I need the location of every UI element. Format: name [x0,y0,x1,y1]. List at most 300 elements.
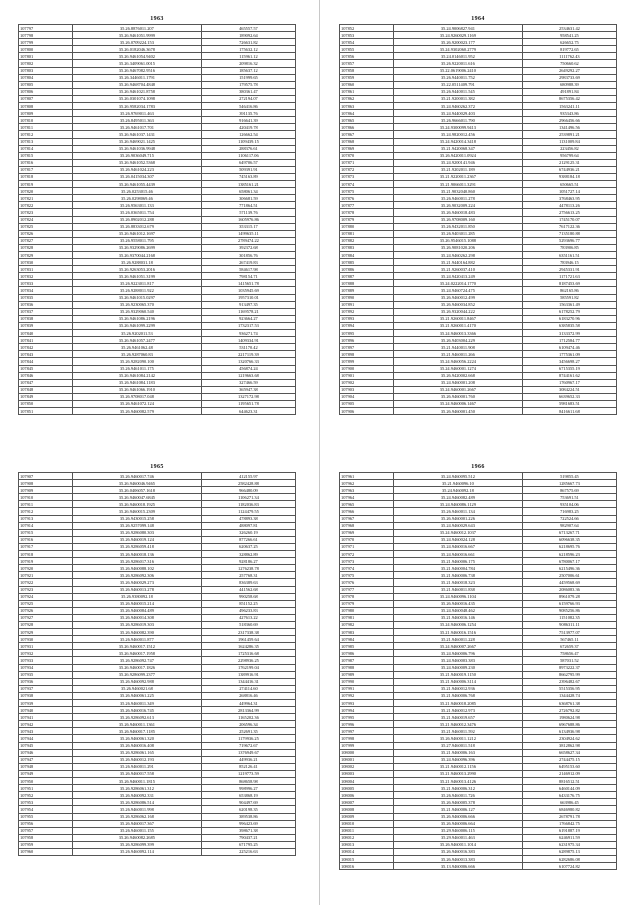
reference-code-cell: 35.26.9432011.850 [393,223,522,230]
table-row [19,756,296,763]
amount-cell: 380361.47 [201,88,295,95]
reference-code-cell: 35.26.9460011.291 [72,763,201,770]
record-id-cell: 107906 [340,408,394,415]
table-row [19,386,296,393]
amount-cell: 209816.32 [201,60,295,67]
table-row [340,159,617,166]
reference-code-cell: 35.21.9460011.838 [393,586,522,593]
reference-code-cell: 35.21.9460012.3476 [393,721,522,728]
reference-code-cell: 35.29.9460006.115 [393,827,522,834]
amount-cell: 6713267.71 [522,529,616,536]
record-id-cell: 107864 [340,110,394,117]
table-row [19,834,296,841]
reference-code-cell: 35.26.9420011.0924 [393,152,522,159]
table-row [340,643,617,650]
table-row [340,480,617,487]
record-id-cell: 107957 [19,827,73,834]
amount-cell: 620198.35 [201,806,295,813]
table-row [19,692,296,699]
reference-code-cell: 35.26.0709224.153 [72,39,201,46]
reference-code-cell: 35.26.9329060.540 [72,308,201,315]
table-row [340,280,617,287]
record-id-cell: 108000 [340,749,394,756]
reference-code-cell: 35.26.9460017.1185 [72,728,201,735]
record-id-cell: 107971 [340,543,394,550]
table-row [340,259,617,266]
amount-cell: 2756613.25 [522,209,616,216]
reference-code-cell: 35.26.9460017.1512 [72,643,201,650]
amount-cell: 6433176.75 [522,792,616,799]
table-row [340,792,617,799]
amount-cell: 1605976.86 [201,216,295,223]
record-id-cell: 107808 [19,103,73,110]
reference-code-cell: 35.26.9286017.316 [72,558,201,565]
amount-cell: 449936.21 [201,756,295,763]
record-id-cell: 107987 [340,657,394,664]
record-id-cell: 107888 [340,280,394,287]
reference-code-cell: 35.26.9257099.148 [72,522,201,529]
table-row [340,330,617,337]
record-id-cell: 107835 [19,294,73,301]
amount-cell: 398671.38 [201,827,295,834]
amount-cell: 365947.38 [201,386,295,393]
reference-code-cell: 35.26.9440011.752 [393,74,522,81]
table-row [340,372,617,379]
amount-cell: 644623.31 [201,408,295,415]
amount-cell: 6218695.76 [522,543,616,550]
record-id-cell: 107807 [19,95,73,102]
record-id-cell: 107922 [19,579,73,586]
reference-code-cell: 35.26.9460016.435 [393,600,522,607]
amount-cell: 1285667.73 [522,480,616,487]
amount-cell: 1389916.91 [201,671,295,678]
amount-cell: 1341496.56 [522,124,616,131]
record-id-cell: 107995 [340,714,394,721]
record-id-cell: 107882 [340,237,394,244]
reference-code-cell: 35.26.9460017.367 [72,820,201,827]
record-id-cell: 107919 [19,558,73,565]
amount-cell: 2744475.15 [522,756,616,763]
amount-cell: 6178252.79 [522,308,616,315]
record-id-cell: 107951 [19,785,73,792]
reference-code-cell: 35.26.9286092.306 [72,572,201,579]
amount-cell: 722524.66 [522,515,616,522]
amount-cell: 2534631.42 [522,25,616,32]
record-id-cell: 107991 [340,685,394,692]
record-id-cell: 107858 [340,67,394,74]
record-id-cell: 107798 [19,32,73,39]
record-id-cell: 107867 [340,131,394,138]
table-row [340,365,617,372]
table-row [340,558,617,565]
reference-code-cell: 35.26.9460047.6845 [72,494,201,501]
amount-cell: 456874.24 [201,365,295,372]
reference-code-cell: 35.22.0619006.2410 [393,67,522,74]
record-id-cell: 107873 [340,173,394,180]
reference-code-cell: 35.21.9460016.146 [393,614,522,621]
record-id-cell: 107879 [340,216,394,223]
amount-cell: 998996.27 [201,785,295,792]
table-row [19,749,296,756]
record-id-cell: 107875 [340,188,394,195]
amount-cell: 904497.69 [201,799,295,806]
reference-code-cell: 35.26.9467082.9516 [72,67,201,74]
table-row [340,32,617,39]
reference-code-cell: 35.26.9286019.303 [72,621,201,628]
reference-code-cell: 35.21.9200011.382 [393,95,522,102]
record-id-cell: 107852 [340,25,394,32]
record-id-cell: 107872 [340,166,394,173]
amount-cell: 1563361.49 [522,301,616,308]
amount-cell: 916641.39 [201,117,295,124]
table-row [19,700,296,707]
reference-code-cell: 35.24.9460003.383 [393,657,522,664]
record-id-cell: 108005 [340,785,394,792]
record-id-cell: 107980 [340,607,394,614]
record-id-cell: 107988 [340,664,394,671]
amount-cell: 658061.34 [201,188,295,195]
record-id-cell: 107839 [19,322,73,329]
amount-cell: 326260.19 [201,529,295,536]
record-id-cell: 107989 [340,671,394,678]
record-id-cell: 107900 [340,365,394,372]
record-id-cell: 107960 [19,848,73,855]
table-row [19,138,296,145]
table-row [340,501,617,508]
reference-code-cell: 35.21.9460011.266 [393,351,522,358]
table-row [340,707,617,714]
table-row [19,259,296,266]
table-row [19,60,296,67]
reference-code-cell: 35.26.9461011.175 [72,365,201,372]
reference-code-cell: 35.26.9460012.193 [72,756,201,763]
amount-cell: 6495153.60 [522,763,616,770]
reference-code-cell: 35.26.9460029.273 [72,579,201,586]
reference-code-cell: 35.24.9460012.1037 [393,529,522,536]
table-row [340,522,617,529]
record-id-cell: 108015 [340,856,394,863]
table-row [340,230,617,237]
record-id-cell: 107966 [340,508,394,515]
table-row [340,351,617,358]
reference-code-cell: 35.26.9460013.278 [72,586,201,593]
record-id-cell: 107890 [340,294,394,301]
record-id-cell: 107994 [340,707,394,714]
table-row [340,117,617,124]
amount-cell: 6846980.82 [522,806,616,813]
reference-code-cell: 35.26.9403011.285 [393,230,522,237]
reference-code-cell: 35.21.9440164.882 [393,259,522,266]
record-id-cell: 107952 [19,792,73,799]
table-row [19,551,296,558]
record-id-cell: 107862 [340,95,394,102]
reference-code-cell: 35.26.9220011.616 [393,60,522,67]
reference-code-cell: 35.21.9460013.4126 [393,778,522,785]
record-id-cell: 107803 [19,67,73,74]
record-id-cell: 107893 [340,315,394,322]
reference-code-cell: 35.24.9460016.667 [393,543,522,550]
table-row [340,629,617,636]
table-row [340,386,617,393]
amount-cell: 1106117.06 [201,152,295,159]
amount-cell: 151999.65 [201,74,295,81]
record-id-cell: 107871 [340,159,394,166]
amount-cell: 923664.27 [201,315,295,322]
reference-code-cell: 35.24.9460001.208 [393,379,522,386]
table-row [340,53,617,60]
record-id-cell: 108013 [340,841,394,848]
amount-cell: 1320766.33 [201,358,295,365]
record-id-cell: 107859 [340,74,394,81]
record-id-cell: 107930 [19,636,73,643]
reference-code-cell: 35.26.9460082.2685 [72,834,201,841]
table-row [19,110,296,117]
amount-cell: 2726792.82 [522,707,616,714]
table-row [19,487,296,494]
reference-code-cell: 35.26.9460015.2309 [72,508,201,515]
amount-cell: 179575.78 [201,81,295,88]
reference-code-cell: 35.26.9380092.18 [72,593,201,600]
record-id-cell: 107876 [340,195,394,202]
reference-code-cell: 35.24.9440029.403 [393,110,522,117]
amount-cell: 8416611.68 [522,408,616,415]
record-id-cell: 107913 [19,515,73,522]
reference-code-cell: 35.24.9460006.1254 [393,621,522,628]
amount-cell: 966480.09 [201,487,295,494]
amount-cell: 306681.59 [201,195,295,202]
record-id-cell: 108010 [340,820,394,827]
record-id-cell: 107848 [19,386,73,393]
amount-cell: 650665.51 [522,181,616,188]
record-id-cell: 107931 [19,643,73,650]
record-id-cell: 107935 [19,671,73,678]
reference-code-cell: 35.24.9302060.2779 [393,46,522,53]
table-row [340,266,617,273]
record-id-cell: 107965 [340,501,394,508]
reference-code-cell: 35.24.9460013.3366 [393,330,522,337]
table-row [340,785,617,792]
record-id-cell: 107982 [340,621,394,628]
reference-code-cell: 35.26.9469021.1425 [72,138,201,145]
table-row [19,522,296,529]
reference-code-cell: 35.26.9420002.668 [393,372,522,379]
amount-cell: 2789474.22 [201,237,295,244]
record-id-cell: 107884 [340,252,394,259]
reference-code-cell: 35.26.9329086.2699 [72,244,201,251]
table-row [19,344,296,351]
reference-code-cell: 35.26.9582034.1783 [72,103,201,110]
record-id-cell: 107973 [340,558,394,565]
reference-code-cell: 35.26.9460011.1815 [72,778,201,785]
record-id-cell: 107870 [340,152,394,159]
amount-cell: 6744936.21 [522,166,616,173]
reference-code-cell: 35.26.9286092.613 [72,714,201,721]
reference-code-cell: 35.26.9460013.383 [393,856,522,863]
record-id-cell: 107883 [340,244,394,251]
reference-code-cell: 35.26.9460001.760 [393,393,522,400]
record-id-cell: 107927 [19,614,73,621]
reference-code-cell: 35.21.9460006.738 [393,572,522,579]
amount-cell: 2298936.25 [201,657,295,664]
amount-cell: 996423.69 [201,820,295,827]
amount-cell: 391135.76 [201,110,295,117]
amount-cell: 8662795.99 [522,671,616,678]
amount-cell: 1725316.68 [201,650,295,657]
record-id-cell: 107878 [340,209,394,216]
amount-cell: 653868.19 [201,792,295,799]
table-row [340,735,617,742]
amount-cell: 663986.45 [522,799,616,806]
reference-code-cell: 35.24.9460096.396 [393,756,522,763]
table-row [340,337,617,344]
record-id-cell: 107978 [340,593,394,600]
amount-cell: 6134936.98 [522,728,616,735]
amount-cell: 1499635.11 [201,230,295,237]
record-id-cell: 107902 [340,379,394,386]
reference-code-cell: 35.26.9286099.399 [72,841,201,848]
table-row [19,95,296,102]
reference-code-cell: 35.26.9460092.331 [72,792,201,799]
reference-code-cell: 35.26.9666011.790 [393,117,522,124]
panel-title: 1964 [471,16,485,22]
reference-code-cell: 35.26.9200023.177 [393,39,522,46]
table-row [19,827,296,834]
amount-cell: 7513977.07 [522,629,616,636]
reference-code-cell: 35.26.9287060.83 [72,351,201,358]
record-id-cell: 107909 [19,487,73,494]
reference-code-cell: 35.26.9461024.223 [72,166,201,173]
table-row [19,671,296,678]
record-id-cell: 107885 [340,259,394,266]
reference-code-cell: 35.21.9460019.657 [393,714,522,721]
reference-code-cell: 35.26.8876011.207 [72,25,201,32]
reference-code-cell: 35.26.0365011.754 [72,209,201,216]
reference-code-cell: 35.24.9460024.128 [393,536,522,543]
record-id-cell: 107889 [340,287,394,294]
reference-code-cell: 35.21.9032040.860 [393,188,522,195]
record-id-cell: 107962 [340,480,394,487]
amount-cell: 1151082.35 [522,614,616,621]
amount-cell: 1051727.14 [522,188,616,195]
record-id-cell: 107840 [19,330,73,337]
reference-code-cell: 35.26.9460061.320 [72,735,201,742]
amount-cell: 8675356.42 [522,95,616,102]
table-row [340,95,617,102]
table-row [340,393,617,400]
table-row [340,181,617,188]
record-id-cell: 107967 [340,515,394,522]
table-row [19,664,296,671]
reference-code-cell: 35.21.9460006.768 [393,692,522,699]
table-row [19,785,296,792]
table-row [340,529,617,536]
reference-code-cell: 35.26.0182046.3678 [72,46,201,53]
table-row [19,273,296,280]
reference-code-cell: 35.26.9460018.483 [393,209,522,216]
reference-code-cell: 35.27.9460011.518 [393,742,522,749]
table-row [19,322,296,329]
amount-cell: 868658.98 [201,778,295,785]
amount-cell: 441562.68 [201,586,295,593]
reference-code-cell: 35.21.9220011.2367 [393,173,522,180]
amount-cell: 1624286.35 [201,643,295,650]
amount-cell: 726631.82 [201,39,295,46]
table-row [19,365,296,372]
record-id-cell: 107844 [19,358,73,365]
table-row [19,337,296,344]
table-row [340,315,617,322]
amount-cell: 1035945.69 [201,287,295,294]
table-row [19,600,296,607]
record-id-cell: 107834 [19,287,73,294]
reference-code-cell: 35.26.9461086.2196 [72,315,201,322]
record-id-cell: 107948 [19,763,73,770]
table-row [19,707,296,714]
record-id-cell: 107804 [19,74,73,81]
amount-cell: 990258.68 [201,593,295,600]
amount-cell: 1344416.31 [201,678,295,685]
table-row [19,301,296,308]
amount-cell: 1376949.67 [201,749,295,756]
table-row [19,25,296,32]
record-id-cell: 107969 [340,529,394,536]
amount-cell: 1111762.43 [522,53,616,60]
record-id-cell: 108007 [340,799,394,806]
record-id-cell: 107825 [19,223,73,230]
amount-cell: 392372.68 [201,244,295,251]
table-row [19,280,296,287]
reference-code-cell: 35.26.9461072.124 [72,400,201,407]
record-id-cell: 107976 [340,579,394,586]
reference-code-cell: 35.26.9563011.133 [72,202,201,209]
amount-cell: 6780067.17 [522,558,616,565]
table-row [19,159,296,166]
record-id-cell: 107865 [340,117,394,124]
reference-code-cell: 35.26.9286080.303 [72,529,201,536]
reference-code-cell: 35.26.9286086.514 [72,799,201,806]
amount-cell: 3133372.99 [522,330,616,337]
table-row [19,501,296,508]
record-id-cell: 107996 [340,721,394,728]
amount-cell: 9086311.11 [522,621,616,628]
amount-cell: 491891.84 [522,88,616,95]
amount-cell: 2086083.36 [522,586,616,593]
reference-code-cell: 35.24.9460724.475 [393,287,522,294]
record-id-cell: 107895 [340,330,394,337]
amount-cell: 546416.86 [201,103,295,110]
reference-code-cell: 35.21.9460012.973 [393,707,522,714]
record-id-cell: 107799 [19,39,73,46]
table-row [19,657,296,664]
reference-code-cell: 35.26.9558011.795 [72,237,201,244]
record-table [339,472,617,870]
table-row [340,749,617,756]
amount-cell: 680988.39 [522,81,616,88]
reference-code-cell: 35.24.9460082.489 [393,494,522,501]
record-id-cell: 107993 [340,700,394,707]
table-row [19,173,296,180]
amount-cell: 1179936.25 [201,735,295,742]
amount-cell: 587031.52 [522,657,616,664]
table-row [19,315,296,322]
reference-code-cell: 35.24.9300099.9413 [393,124,522,131]
record-id-cell: 107814 [19,145,73,152]
table-row [19,166,296,173]
table-row [340,110,617,117]
record-id-cell: 107921 [19,572,73,579]
amount-cell: 935104.06 [522,501,616,508]
record-id-cell: 107918 [19,551,73,558]
